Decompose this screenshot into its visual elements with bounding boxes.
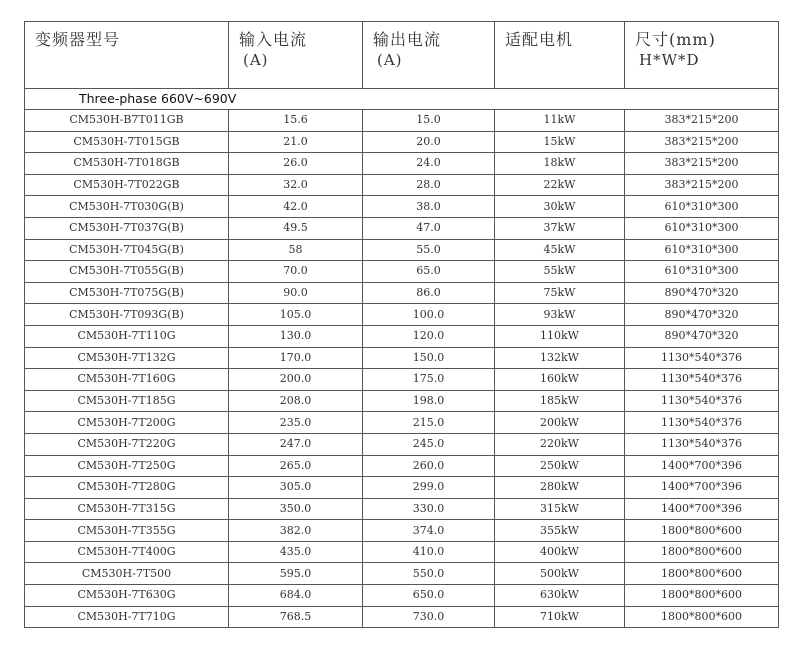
header-dimensions: 尺寸(mm) H*W*D: [625, 22, 779, 89]
cell-motor: 93kW: [495, 304, 625, 326]
cell-output-current: 175.0: [363, 369, 495, 391]
cell-motor: 315kW: [495, 498, 625, 520]
cell-motor: 220kW: [495, 433, 625, 455]
cell-model: CM530H-7T110G: [25, 325, 229, 347]
table-row: [25, 563, 779, 585]
cell-model: CM530H-B7T011GB: [25, 110, 229, 132]
cell-model: CM530H-7T400G: [25, 541, 229, 563]
table-row: [25, 217, 779, 239]
cell-input-current: 768.5: [229, 606, 363, 628]
cell-output-current: 86.0: [363, 282, 495, 304]
cell-output-current: 215.0: [363, 412, 495, 434]
table-row: [25, 153, 779, 175]
cell-output-current: 650.0: [363, 585, 495, 607]
cell-dimensions: 890*470*320: [625, 304, 779, 326]
cell-model: CM530H-7T630G: [25, 585, 229, 607]
cell-model: CM530H-7T280G: [25, 477, 229, 499]
cell-output-current: 410.0: [363, 541, 495, 563]
cell-model: CM530H-7T075G(B): [25, 282, 229, 304]
table-row: [25, 477, 779, 499]
cell-motor: 15kW: [495, 131, 625, 153]
cell-dimensions: 383*215*200: [625, 174, 779, 196]
cell-output-current: 65.0: [363, 261, 495, 283]
cell-output-current: 150.0: [363, 347, 495, 369]
cell-input-current: 49.5: [229, 217, 363, 239]
cell-input-current: 105.0: [229, 304, 363, 326]
cell-input-current: 200.0: [229, 369, 363, 391]
cell-dimensions: 1400*700*396: [625, 477, 779, 499]
cell-dimensions: 1130*540*376: [625, 369, 779, 391]
cell-dimensions: 383*215*200: [625, 131, 779, 153]
cell-input-current: 58: [229, 239, 363, 261]
cell-output-current: 120.0: [363, 325, 495, 347]
cell-motor: 250kW: [495, 455, 625, 477]
cell-motor: 30kW: [495, 196, 625, 218]
cell-output-current: 299.0: [363, 477, 495, 499]
cell-motor: 37kW: [495, 217, 625, 239]
table-row: [25, 585, 779, 607]
cell-dimensions: 610*310*300: [625, 239, 779, 261]
cell-dimensions: 1800*800*600: [625, 563, 779, 585]
cell-motor: 355kW: [495, 520, 625, 542]
table-row: [25, 325, 779, 347]
cell-input-current: 382.0: [229, 520, 363, 542]
cell-output-current: 245.0: [363, 433, 495, 455]
cell-motor: 185kW: [495, 390, 625, 412]
cell-input-current: 435.0: [229, 541, 363, 563]
cell-motor: 500kW: [495, 563, 625, 585]
cell-model: CM530H-7T315G: [25, 498, 229, 520]
section-row: [25, 89, 779, 110]
table-row: [25, 261, 779, 283]
table-row: [25, 412, 779, 434]
header-row: [25, 22, 779, 89]
cell-input-current: 15.6: [229, 110, 363, 132]
cell-output-current: 15.0: [363, 110, 495, 132]
table-row: [25, 541, 779, 563]
section-label: Three-phase 660V~690V: [25, 89, 779, 110]
cell-input-current: 684.0: [229, 585, 363, 607]
cell-input-current: 130.0: [229, 325, 363, 347]
cell-model: CM530H-7T015GB: [25, 131, 229, 153]
table-row: [25, 239, 779, 261]
cell-output-current: 20.0: [363, 131, 495, 153]
cell-model: CM530H-7T045G(B): [25, 239, 229, 261]
cell-input-current: 208.0: [229, 390, 363, 412]
cell-output-current: 100.0: [363, 304, 495, 326]
cell-input-current: 70.0: [229, 261, 363, 283]
cell-output-current: 28.0: [363, 174, 495, 196]
cell-motor: 132kW: [495, 347, 625, 369]
cell-dimensions: 383*215*200: [625, 110, 779, 132]
cell-output-current: 38.0: [363, 196, 495, 218]
cell-input-current: 305.0: [229, 477, 363, 499]
cell-motor: 22kW: [495, 174, 625, 196]
table-row: [25, 196, 779, 218]
cell-motor: 710kW: [495, 606, 625, 628]
table-row: [25, 390, 779, 412]
cell-motor: 18kW: [495, 153, 625, 175]
cell-motor: 630kW: [495, 585, 625, 607]
cell-model: CM530H-7T037G(B): [25, 217, 229, 239]
cell-output-current: 550.0: [363, 563, 495, 585]
table-row: [25, 606, 779, 628]
cell-model: CM530H-7T132G: [25, 347, 229, 369]
cell-model: CM530H-7T250G: [25, 455, 229, 477]
cell-dimensions: 1130*540*376: [625, 412, 779, 434]
cell-motor: 110kW: [495, 325, 625, 347]
cell-dimensions: 610*310*300: [625, 196, 779, 218]
table-row: [25, 520, 779, 542]
cell-dimensions: 383*215*200: [625, 153, 779, 175]
cell-dimensions: 1130*540*376: [625, 433, 779, 455]
header-input-current: 输入电流 (A): [229, 22, 363, 89]
cell-motor: 45kW: [495, 239, 625, 261]
table-row: [25, 433, 779, 455]
cell-dimensions: 1800*800*600: [625, 520, 779, 542]
cell-output-current: 55.0: [363, 239, 495, 261]
cell-input-current: 235.0: [229, 412, 363, 434]
cell-motor: 160kW: [495, 369, 625, 391]
header-model: 变频器型号: [25, 22, 229, 89]
cell-model: CM530H-7T018GB: [25, 153, 229, 175]
cell-model: CM530H-7T200G: [25, 412, 229, 434]
table-row: [25, 282, 779, 304]
cell-output-current: 330.0: [363, 498, 495, 520]
spec-table: [24, 21, 779, 628]
cell-dimensions: 890*470*320: [625, 282, 779, 304]
table-row: [25, 131, 779, 153]
cell-output-current: 47.0: [363, 217, 495, 239]
table-row: [25, 369, 779, 391]
cell-input-current: 21.0: [229, 131, 363, 153]
header-output-current: 输出电流 (A): [363, 22, 495, 89]
cell-model: CM530H-7T160G: [25, 369, 229, 391]
cell-input-current: 170.0: [229, 347, 363, 369]
cell-dimensions: 1130*540*376: [625, 347, 779, 369]
cell-input-current: 32.0: [229, 174, 363, 196]
cell-input-current: 42.0: [229, 196, 363, 218]
cell-motor: 280kW: [495, 477, 625, 499]
table-row: [25, 455, 779, 477]
cell-model: CM530H-7T500: [25, 563, 229, 585]
cell-input-current: 350.0: [229, 498, 363, 520]
cell-input-current: 90.0: [229, 282, 363, 304]
cell-motor: 75kW: [495, 282, 625, 304]
cell-dimensions: 610*310*300: [625, 261, 779, 283]
cell-input-current: 265.0: [229, 455, 363, 477]
cell-input-current: 595.0: [229, 563, 363, 585]
cell-model: CM530H-7T055G(B): [25, 261, 229, 283]
cell-output-current: 374.0: [363, 520, 495, 542]
cell-output-current: 198.0: [363, 390, 495, 412]
cell-model: CM530H-7T022GB: [25, 174, 229, 196]
table-row: [25, 110, 779, 132]
cell-input-current: 26.0: [229, 153, 363, 175]
cell-motor: 400kW: [495, 541, 625, 563]
cell-motor: 200kW: [495, 412, 625, 434]
cell-dimensions: 1400*700*396: [625, 498, 779, 520]
cell-motor: 11kW: [495, 110, 625, 132]
table-row: [25, 304, 779, 326]
cell-dimensions: 1800*800*600: [625, 541, 779, 563]
cell-dimensions: 1800*800*600: [625, 606, 779, 628]
cell-model: CM530H-7T030G(B): [25, 196, 229, 218]
cell-output-current: 24.0: [363, 153, 495, 175]
table-row: [25, 498, 779, 520]
cell-dimensions: 610*310*300: [625, 217, 779, 239]
cell-dimensions: 1400*700*396: [625, 455, 779, 477]
table-row: [25, 347, 779, 369]
cell-model: CM530H-7T185G: [25, 390, 229, 412]
cell-model: CM530H-7T220G: [25, 433, 229, 455]
cell-output-current: 260.0: [363, 455, 495, 477]
table-row: [25, 174, 779, 196]
cell-model: CM530H-7T355G: [25, 520, 229, 542]
cell-output-current: 730.0: [363, 606, 495, 628]
cell-dimensions: 1800*800*600: [625, 585, 779, 607]
cell-dimensions: 890*470*320: [625, 325, 779, 347]
cell-model: CM530H-7T093G(B): [25, 304, 229, 326]
header-motor: 适配电机: [495, 22, 625, 89]
cell-model: CM530H-7T710G: [25, 606, 229, 628]
cell-motor: 55kW: [495, 261, 625, 283]
cell-dimensions: 1130*540*376: [625, 390, 779, 412]
cell-input-current: 247.0: [229, 433, 363, 455]
